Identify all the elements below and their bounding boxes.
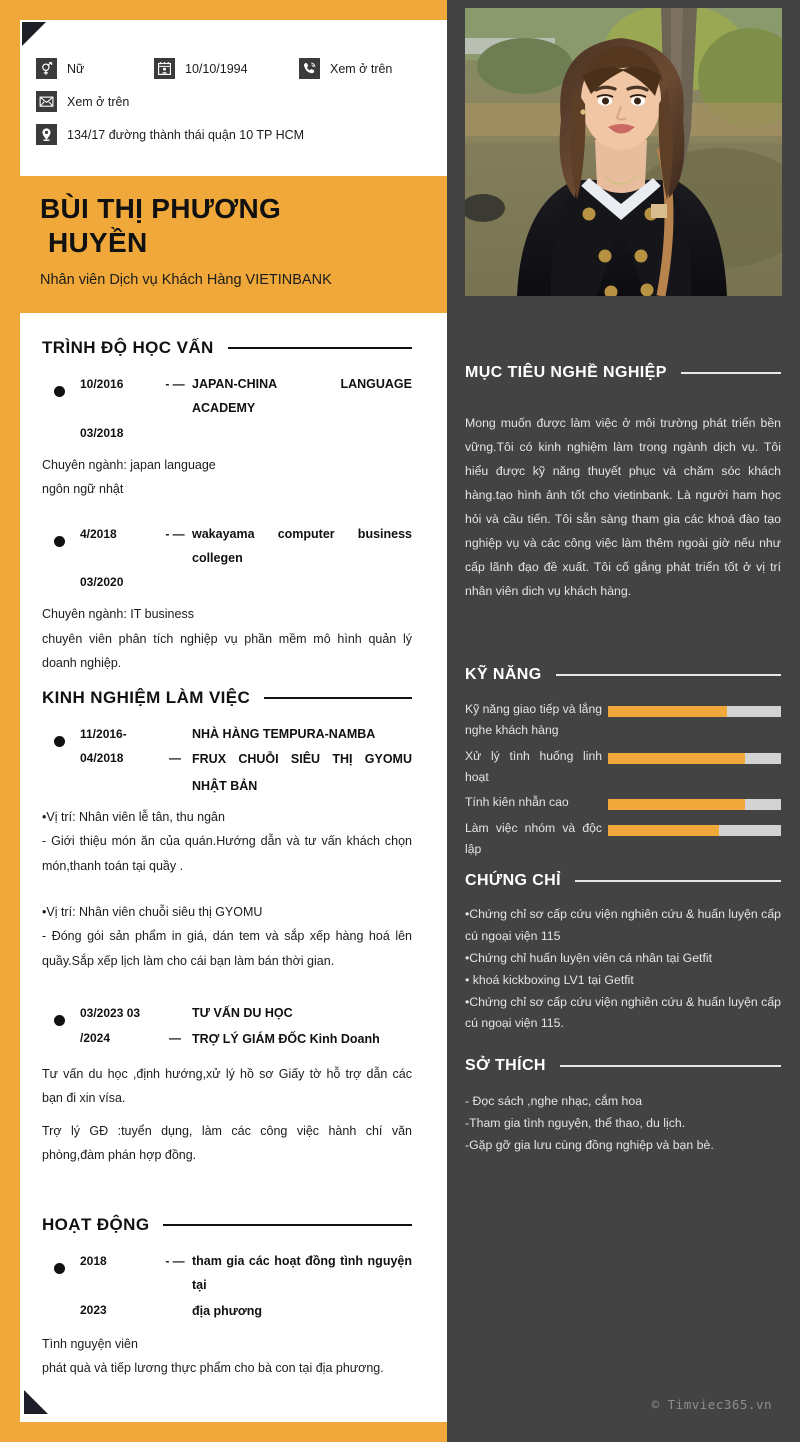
exp1-date-end: 04/2018 <box>80 751 124 766</box>
section-certificates <box>465 872 781 1035</box>
skill-bar-track <box>608 706 781 717</box>
edu2-dash: - — <box>165 526 185 541</box>
exp1-desc-1: •Vị trí: Nhân viên lễ tân, thu ngân <box>42 809 225 824</box>
activities-title: HOẠT ĐỘNG <box>42 1215 150 1234</box>
name-line-2: HUYỀN <box>48 227 148 259</box>
exp1-desc-3: •Vị trí: Nhân viên chuỗi siêu thị GYOMU <box>42 905 263 919</box>
experience-rule <box>264 697 412 699</box>
skill-bar-track <box>608 753 781 764</box>
activities-rule <box>163 1224 412 1226</box>
gender-value: Nữ <box>67 61 85 76</box>
edu2-date-end: 03/2020 <box>80 575 124 590</box>
education-rule <box>228 347 412 349</box>
hobbies-title: SỞ THÍCH <box>465 1057 546 1074</box>
timeline-dot <box>54 386 65 397</box>
skill-label: Xử lý tình huống linh hoạt <box>465 748 602 785</box>
act1-date-end: 2023 <box>80 1302 107 1317</box>
section-objective <box>465 364 781 604</box>
phone-value: Xem ở trên <box>330 61 393 76</box>
education-heading <box>42 338 412 358</box>
experience-title: KINH NGHIỆM LÀM VIỆC <box>42 688 251 707</box>
certificates-list <box>465 904 781 1035</box>
education-entry-2 <box>42 522 412 595</box>
certificates-heading <box>465 872 781 890</box>
section-skills <box>465 666 781 864</box>
timeline-dot <box>54 736 65 747</box>
corner-triangle-top-icon <box>22 22 46 46</box>
act1-org-2: địa phương <box>192 1303 263 1318</box>
skill-bar-track <box>608 825 781 836</box>
skill-item <box>465 746 781 789</box>
skill-item <box>465 699 781 742</box>
corner-triangle-bottom-icon <box>24 1390 48 1414</box>
exp2-org-2: TRỢ LÝ GIÁM ĐỐC Kinh Doanh <box>192 1031 380 1046</box>
skills-heading <box>465 666 781 684</box>
contact-address <box>36 124 304 145</box>
hobbies-heading <box>465 1057 781 1075</box>
timeline-dot <box>54 1015 65 1026</box>
name-band <box>0 176 447 313</box>
certificate-item: •Chứng chỉ sơ cấp cứu viện nghiên cứu & huấn luyện cấp cú ngoại viện 115 <box>465 907 781 943</box>
contact-phone <box>299 58 392 79</box>
skill-bar-track <box>608 799 781 810</box>
exp1-org-1: NHÀ HÀNG TEMPURA-NAMBA <box>192 727 376 741</box>
hobby-item: -Gặp gỡ gia lưu cùng đồng nghiệp và bạn bè. <box>465 1137 714 1152</box>
exp2-desc-2: Trợ lý GĐ :tuyển dụng, làm các công việc hành chí văn phòng,đàm phán hợp đồng. <box>42 1123 412 1162</box>
hobby-item: -Tham gia tình nguyện, thể thao, du lịch. <box>465 1115 686 1130</box>
name-line-1: BÙI THỊ PHƯƠNG <box>40 193 282 224</box>
certificate-item: •Chứng chỉ sơ cấp cứu viện nghiên cứu & huấn luyện cấp cú ngoại viện 115. <box>465 994 781 1031</box>
contact-row-1 <box>36 58 436 79</box>
calendar-icon <box>154 58 175 79</box>
activities-heading <box>42 1215 412 1235</box>
experience-entry-2 <box>42 1001 412 1052</box>
edu2-date-start: 4/2018 <box>80 526 117 541</box>
activity-entry-1 <box>42 1249 412 1324</box>
act1-dash: - — <box>165 1254 185 1268</box>
edu1-date-start: 10/2016 <box>80 377 124 391</box>
exp2-org-1: TƯ VẤN DU HỌC <box>192 1006 293 1021</box>
skills-rule <box>556 674 781 675</box>
phone-icon <box>299 58 320 79</box>
watermark: © Timviec365.vn <box>651 1397 772 1412</box>
edu1-desc-2: ngôn ngữ nhật <box>42 482 124 497</box>
birthday-value: 10/10/1994 <box>185 61 248 76</box>
exp1-desc-4: - Đóng gói sản phẩm in giá, dán tem và sắp xếp hàng hoá lên quầy.Sắp xếp lịch làm cho cái bạn làm bán thời gian. <box>42 929 412 968</box>
edu1-desc-1: Chuyên ngành: japan language <box>42 457 216 472</box>
envelope-icon <box>36 91 57 112</box>
skill-label: Làm việc nhóm và độc lập <box>465 820 602 857</box>
skill-item <box>465 792 781 813</box>
hobbies-list <box>465 1091 781 1157</box>
certificates-title: CHỨNG CHỈ <box>465 872 561 889</box>
skill-bar-fill <box>608 706 727 717</box>
objective-rule <box>681 372 781 373</box>
experience-heading <box>42 688 412 708</box>
exp1-desc-2: - Giới thiệu món ăn của quán.Hướng dẫn và tư vấn khách chọn món,thanh toán tại quầy . <box>42 834 412 873</box>
email-value: Xem ở trên <box>67 94 130 109</box>
right-column <box>447 0 800 1442</box>
edu2-desc-2: chuyên viên phân tích nghiệp vụ phần mềm mô hình quản lý doanh nghiệp. <box>42 631 412 670</box>
skill-label: Tính kiên nhẫn cao <box>465 795 569 810</box>
skill-bar-fill <box>608 825 719 836</box>
exp2-desc-1: Tư vấn du học ,định hướng,xử lý hồ sơ Giấy tờ hỗ trợ dẫn các bạn đi xin vísa. <box>42 1066 412 1106</box>
certificate-item: •Chứng chỉ huấn luyện viên cá nhân tại Getfit <box>465 950 713 965</box>
contact-block <box>36 58 436 157</box>
section-education <box>42 338 412 675</box>
exp1-date-start: 11/2016- <box>80 727 127 741</box>
job-title: Nhân viên Dịch vụ Khách Hàng VIETINBANK <box>40 272 332 289</box>
section-experience <box>42 688 412 1167</box>
act1-desc-1: Tình nguyện viên <box>42 1337 138 1351</box>
edu2-desc-1: Chuyên ngành: IT business <box>42 607 194 622</box>
act1-org-1: tham gia các hoạt đồng tình nguyện tại <box>192 1254 412 1293</box>
certificates-rule <box>575 880 781 881</box>
section-activities <box>42 1215 412 1381</box>
education-entry-1 <box>42 372 412 445</box>
profile-photo-image <box>465 8 782 296</box>
hobbies-rule <box>560 1065 781 1066</box>
hobby-item: - Đọc sách ,nghe nhạc, cắm hoa <box>465 1094 643 1108</box>
objective-body: Mong muốn được làm việc ở môi trường phát triển bền vững.Tôi có kinh nghiệm làm trong ngành dịch vụ. Tôi hiểu được kỹ năng thuyết phục và chăm sóc khách hàng.tạo hình ảnh tốt cho vietinbank. Là người ham học hỏi và cầu tiến. Tôi sẵn sàng tham gia các khoá đào tạo nghiệp vụ và các công việc làm thêm ngoài giờ nếu như cấp lãnh đạo đề xuất. Tôi cố gắng phát triển tốt ở vị trí nhân viên dich vụ khách hàng. <box>465 416 781 598</box>
edu2-org: wakayama computer business collegen <box>192 526 412 565</box>
objective-heading <box>465 364 781 382</box>
skill-label: Kỹ năng giao tiếp và lắng nghe khách hàng <box>465 702 602 738</box>
objective-title: MỤC TIÊU NGHỀ NGHIỆP <box>465 364 667 381</box>
edu1-date-end: 03/2018 <box>80 425 124 440</box>
exp1-dash: — <box>169 751 181 766</box>
exp2-dash: — <box>169 1030 181 1045</box>
timeline-dot <box>54 536 65 547</box>
contact-row-2 <box>36 91 436 112</box>
edu1-org: JAPAN-CHINA LANGUAGE ACADEMY <box>192 377 412 416</box>
contact-birthday <box>154 58 299 79</box>
act1-desc-2: phát quà và tiếp lương thực phẩm cho bà con tại địa phương. <box>42 1361 384 1376</box>
contact-gender <box>36 58 154 79</box>
edu1-dash: - — <box>165 377 185 391</box>
section-hobbies <box>465 1057 781 1157</box>
contact-email <box>36 91 129 112</box>
skills-title: KỸ NĂNG <box>465 666 542 683</box>
exp2-date-end: /2024 <box>80 1030 111 1045</box>
location-pin-icon <box>36 124 57 145</box>
skills-list <box>465 699 781 860</box>
experience-entry-1 <box>42 722 412 799</box>
profile-photo <box>465 8 782 296</box>
skill-item <box>465 818 781 861</box>
exp1-org-2: FRUX CHUỖI SIÊU THỊ GYOMU NHẬT BẢN <box>192 752 412 793</box>
certificate-item: • khoá kickboxing LV1 tại Getfit <box>465 972 634 987</box>
education-title: TRÌNH ĐỘ HỌC VẤN <box>42 338 214 357</box>
address-value: 134/17 đường thành thái quận 10 TP HCM <box>67 127 305 142</box>
skill-bar-fill <box>608 753 745 764</box>
exp2-date-start: 03/2023 03 <box>80 1006 141 1021</box>
contact-row-3 <box>36 124 436 145</box>
gender-icon <box>36 58 57 79</box>
act1-date-start: 2018 <box>80 1254 107 1268</box>
timeline-dot <box>54 1263 65 1274</box>
skill-bar-fill <box>608 799 745 810</box>
